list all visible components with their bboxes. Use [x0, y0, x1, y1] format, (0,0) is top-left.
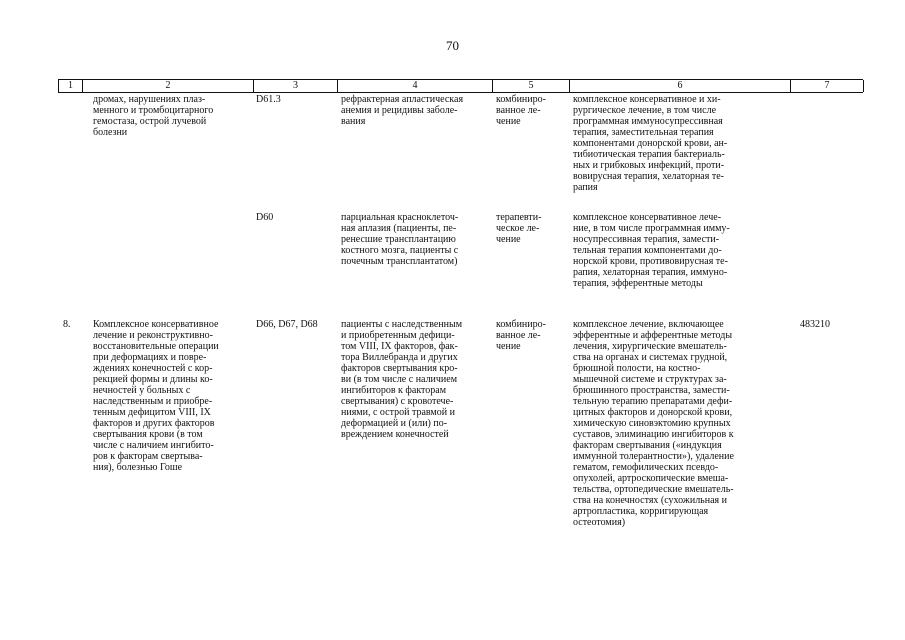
header-col-7: 7	[790, 80, 864, 92]
row1-patient-model: рефрактерная апластическая анемия и рецидивы заболе- вания	[341, 94, 464, 127]
row3-condition: Комплексное консервативное лечение и реконструктивно- восстановительные операции при деформациях и повре- ждениях конечностей с кор- рекцией формы и длины ко- нечностей у больных с наследственным и приобре- тенным дефицитом VIII, IX факторов и других факторов свертывания крови (в том числе с наличием ингибито- ров к факторам свертыва- ния), болезнью Гоше	[93, 319, 219, 473]
row2-icd-code: D60	[256, 212, 274, 223]
row3-treatment-type: комбиниро- ванное ле- чение	[496, 319, 546, 352]
header-col-3: 3	[253, 80, 337, 92]
row2-treatment-type: терапевти- ческое ле- чение	[496, 212, 542, 245]
header-col-2: 2	[82, 80, 253, 92]
row3-icd-code: D66, D67, D68	[256, 319, 318, 330]
table-header-row	[58, 79, 863, 93]
row3-cost: 483210	[800, 319, 830, 330]
page-number: 70	[446, 38, 459, 53]
row1-condition: дромах, нарушениях плаз- менного и тромбоцитарного гемостаза, острой лучевой болезни	[93, 94, 214, 138]
header-col-5: 5	[492, 80, 569, 92]
row1-treatment-type: комбиниро- ванное ле- чение	[496, 94, 546, 127]
row3-patient-model: пациенты с наследственным и приобретенным дефици- том VIII, IX факторов, фак- тора Виллебранда и других факторов свертывания кро- ви (в том числе с наличием ингибиторов к факторам свертывания) с кровотече- ниями, с острой травмой и деформацией и (или) по- вреждением конечностей	[341, 319, 463, 440]
row1-icd-code: D61.3	[256, 94, 281, 105]
row1-treatment-method: комплексное консервативное и хи- рургическое лечение, в том числе программная иммуносупрессивная терапия, заместительная терапия компонентами донорской крови, ан- тибиотическая терапия бактериаль- ных и грибковых инфекций, проти- вовирусная терапия, хелаторная те- рапия	[573, 94, 728, 193]
row3-treatment-method: комплексное лечение, включающее эфферентные и афферентные методы лечения, хирургические вмешатель- ства на органах и системах грудной, брюшной полости, на костно- мышечной системе и структурах за- брюшинного пространства, замести- тельную терапию препаратами дефи- цитных факторов и донорской крови, химическую синовэктомию крупных суставов, элиминацию ингибиторов к факторам свертывания («индукция иммунной толерантности»), удаление гематом, гемофилических псевдо- опухолей, артроскопические вмеша- тельства, ортопедические вмешатель- ства на конечностях (сухожильная и артропластика, корригирующая остеотомия)	[573, 319, 734, 528]
header-col-4: 4	[337, 80, 492, 92]
row2-treatment-method: комплексное консервативное лече- ние, в том числе программная имму- носупрессивная терапия, замести- тельная терапия компонентами до- норской крови, противовирусная те- рапия, хелаторная терапия, иммуно- терапия, эфферентные методы	[573, 212, 730, 289]
row2-patient-model: парциальная красноклеточ- ная аплазия (пациенты, пе- ренесшие трансплантацию костного мозга, пациенты с почечным трансплантатом)	[341, 212, 459, 267]
header-col-1: 1	[58, 80, 82, 92]
row3-number: 8.	[63, 319, 71, 330]
header-col-6: 6	[569, 80, 790, 92]
